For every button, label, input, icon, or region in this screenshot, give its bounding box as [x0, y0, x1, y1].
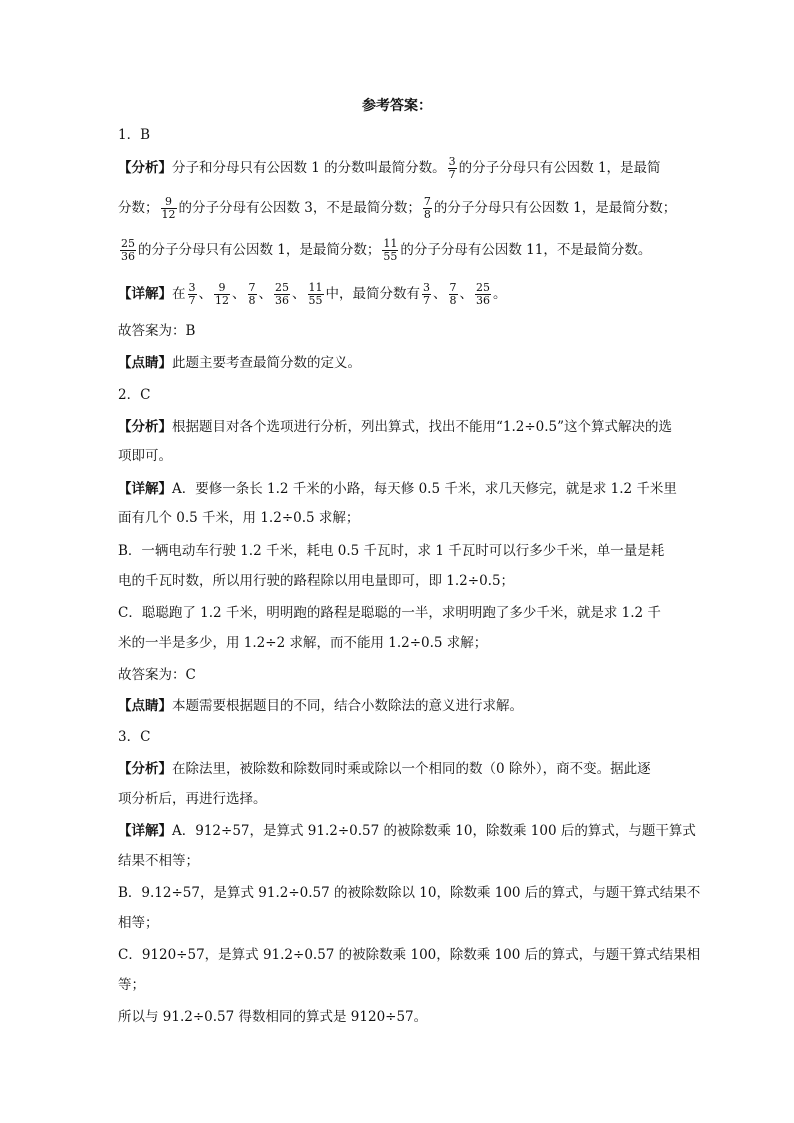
q3-detail-a-line-2: 结果不相等；: [118, 853, 199, 869]
text: 的分子分母只有公因数 1，是最简分数；: [138, 242, 381, 258]
q2-detail-b-line-2: 电的千瓦时数，所以用行驶的路程除以用电量即可，即 1.2÷0.5；: [118, 573, 515, 589]
fraction-3-7: $\frac{3}{7}$: [188, 281, 196, 307]
q1-conclusion: 故答案为：B: [118, 323, 196, 339]
fraction-25-36: $\frac{25}{36}$: [476, 281, 490, 307]
q2-comment: 【点睛】本题需要根据题目的不同，结合小数除法的意义进行求解。: [118, 698, 523, 714]
text: 中，最简分数有: [325, 286, 420, 302]
fraction-9-12: $\frac{9}{12}$: [161, 195, 176, 221]
fraction-25-36: $\frac{25}{36}$: [275, 281, 289, 307]
detail-tag: 【详解】: [118, 481, 172, 497]
fraction-11-55: $\frac{11}{55}$: [308, 281, 323, 307]
comment-tag: 【点睛】: [118, 698, 172, 714]
q3-detail-a-line-1: 【详解】A．912÷57，是算式 91.2÷0.57 的被除数乘 10，除数乘 100 后的算式，与题干算式: [118, 823, 696, 839]
fraction-9-12: $\frac{9}{12}$: [215, 281, 229, 307]
q3-detail-c-line-1: C．9120÷57，是算式 91.2÷0.57 的被除数乘 100，除数乘 100 后的算式，与题干算式结果相: [118, 947, 701, 963]
fraction-11-55: $\frac{11}{55}$: [383, 237, 398, 263]
q3-analysis-line-2: 项分析后，再进行选择。: [118, 791, 267, 807]
fraction-7-8: $\frac{7}{8}$: [449, 281, 457, 307]
q3-analysis-line-1: 【分析】在除法里，被除数和除数同时乘或除以一个相同的数（0 除外），商不变。据此逐: [118, 761, 651, 777]
q3-answer: 3．C: [118, 729, 151, 745]
fraction-25-36: $\frac{25}{36}$: [121, 237, 135, 263]
q3-detail-c-line-2: 等；: [118, 977, 145, 993]
q3-detail-b-line-2: 相等；: [118, 915, 159, 931]
q3-conclusion: 所以与 91.2÷0.57 得数相同的算式是 9120÷57。: [118, 1009, 428, 1025]
fraction-7-8: $\frac{7}{8}$: [423, 195, 431, 221]
q2-detail-b-line-1: B．一辆电动车行驶 1.2 千米，耗电 0.5 千瓦时，求 1 千瓦时可以行多少千米，单一量是耗: [118, 543, 665, 559]
q2-analysis-line-1: 【分析】根据题目对各个选项进行分析，列出算式，找出不能用“1.2÷0.5”这个算式解决的选: [118, 419, 673, 435]
q1-analysis-line-3: [118, 238, 688, 263]
analysis-tag: 【分析】: [118, 419, 172, 435]
q3-detail-b-line-1: B．9.12÷57，是算式 91.2÷0.57 的被除数除以 10，除数乘 100 后的算式，与题干算式结果不: [118, 885, 701, 901]
text: 的分子分母只有公因数 1，是最简: [458, 160, 661, 176]
analysis-tag: 【分析】: [118, 160, 172, 176]
q1-answer: 1．B: [118, 127, 151, 143]
fraction-3-7: $\frac{3}{7}$: [448, 155, 456, 181]
q2-detail-c-line-2: 米的一半是多少，用 1.2÷2 求解，而不能用 1.2÷0.5 求解；: [118, 635, 488, 651]
q1-analysis-line-1: [118, 156, 688, 181]
comment-tag: 【点睛】: [118, 355, 172, 371]
text: 在: [172, 286, 186, 302]
analysis-tag: 【分析】: [118, 761, 172, 777]
page-title: 参考答案：: [362, 98, 432, 114]
text: 的分子分母有公因数 11，不是最简分数。: [400, 242, 652, 258]
text: 分子和分母只有公因数 1 的分数叫最简分数。: [172, 160, 446, 176]
fraction-7-8: $\frac{7}{8}$: [248, 281, 256, 307]
text: 的分子分母只有公因数 1，是最简分数；: [433, 200, 677, 216]
q2-conclusion: 故答案为：C: [118, 667, 196, 683]
q2-analysis-line-2: 项即可。: [118, 448, 172, 464]
q1-analysis-line-2: [118, 196, 688, 221]
q2-detail-a-line-2: 面有几个 0.5 千米，用 1.2÷0.5 求解；: [118, 510, 360, 526]
fraction-3-7: $\frac{3}{7}$: [423, 281, 430, 307]
q1-comment: 【点睛】此题主要考查最简分数的定义。: [118, 355, 361, 371]
text: 分数；: [118, 200, 159, 216]
q1-detail-line: 【详解】在 $\frac{3}{7}$ 、 $\frac{9}{12}$ 、 $\frac{7}{8}$ 、 $\frac{25}{36}$ 、 $\frac{11}{55}$ 中，最简分数有 $\frac{3}{7}$ 、 $\frac{7}{8}$ 、 $\frac{25}{36}$ 。: [118, 281, 507, 307]
text: 的分子分母有公因数 3，不是最简分数；: [178, 200, 421, 216]
q2-answer: 2．C: [118, 387, 151, 403]
q2-detail-c-line-1: C．聪聪跑了 1.2 千米，明明跑的路程是聪聪的一半，求明明跑了多少千米，就是求 1.2 千: [118, 605, 661, 621]
detail-tag: 【详解】: [118, 823, 172, 839]
detail-tag: 【详解】: [118, 286, 172, 302]
q2-detail-a-line-1: 【详解】A．要修一条长 1.2 千米的小路，每天修 0.5 千米，求几天修完，就是求 1.2 千米里: [118, 481, 677, 497]
